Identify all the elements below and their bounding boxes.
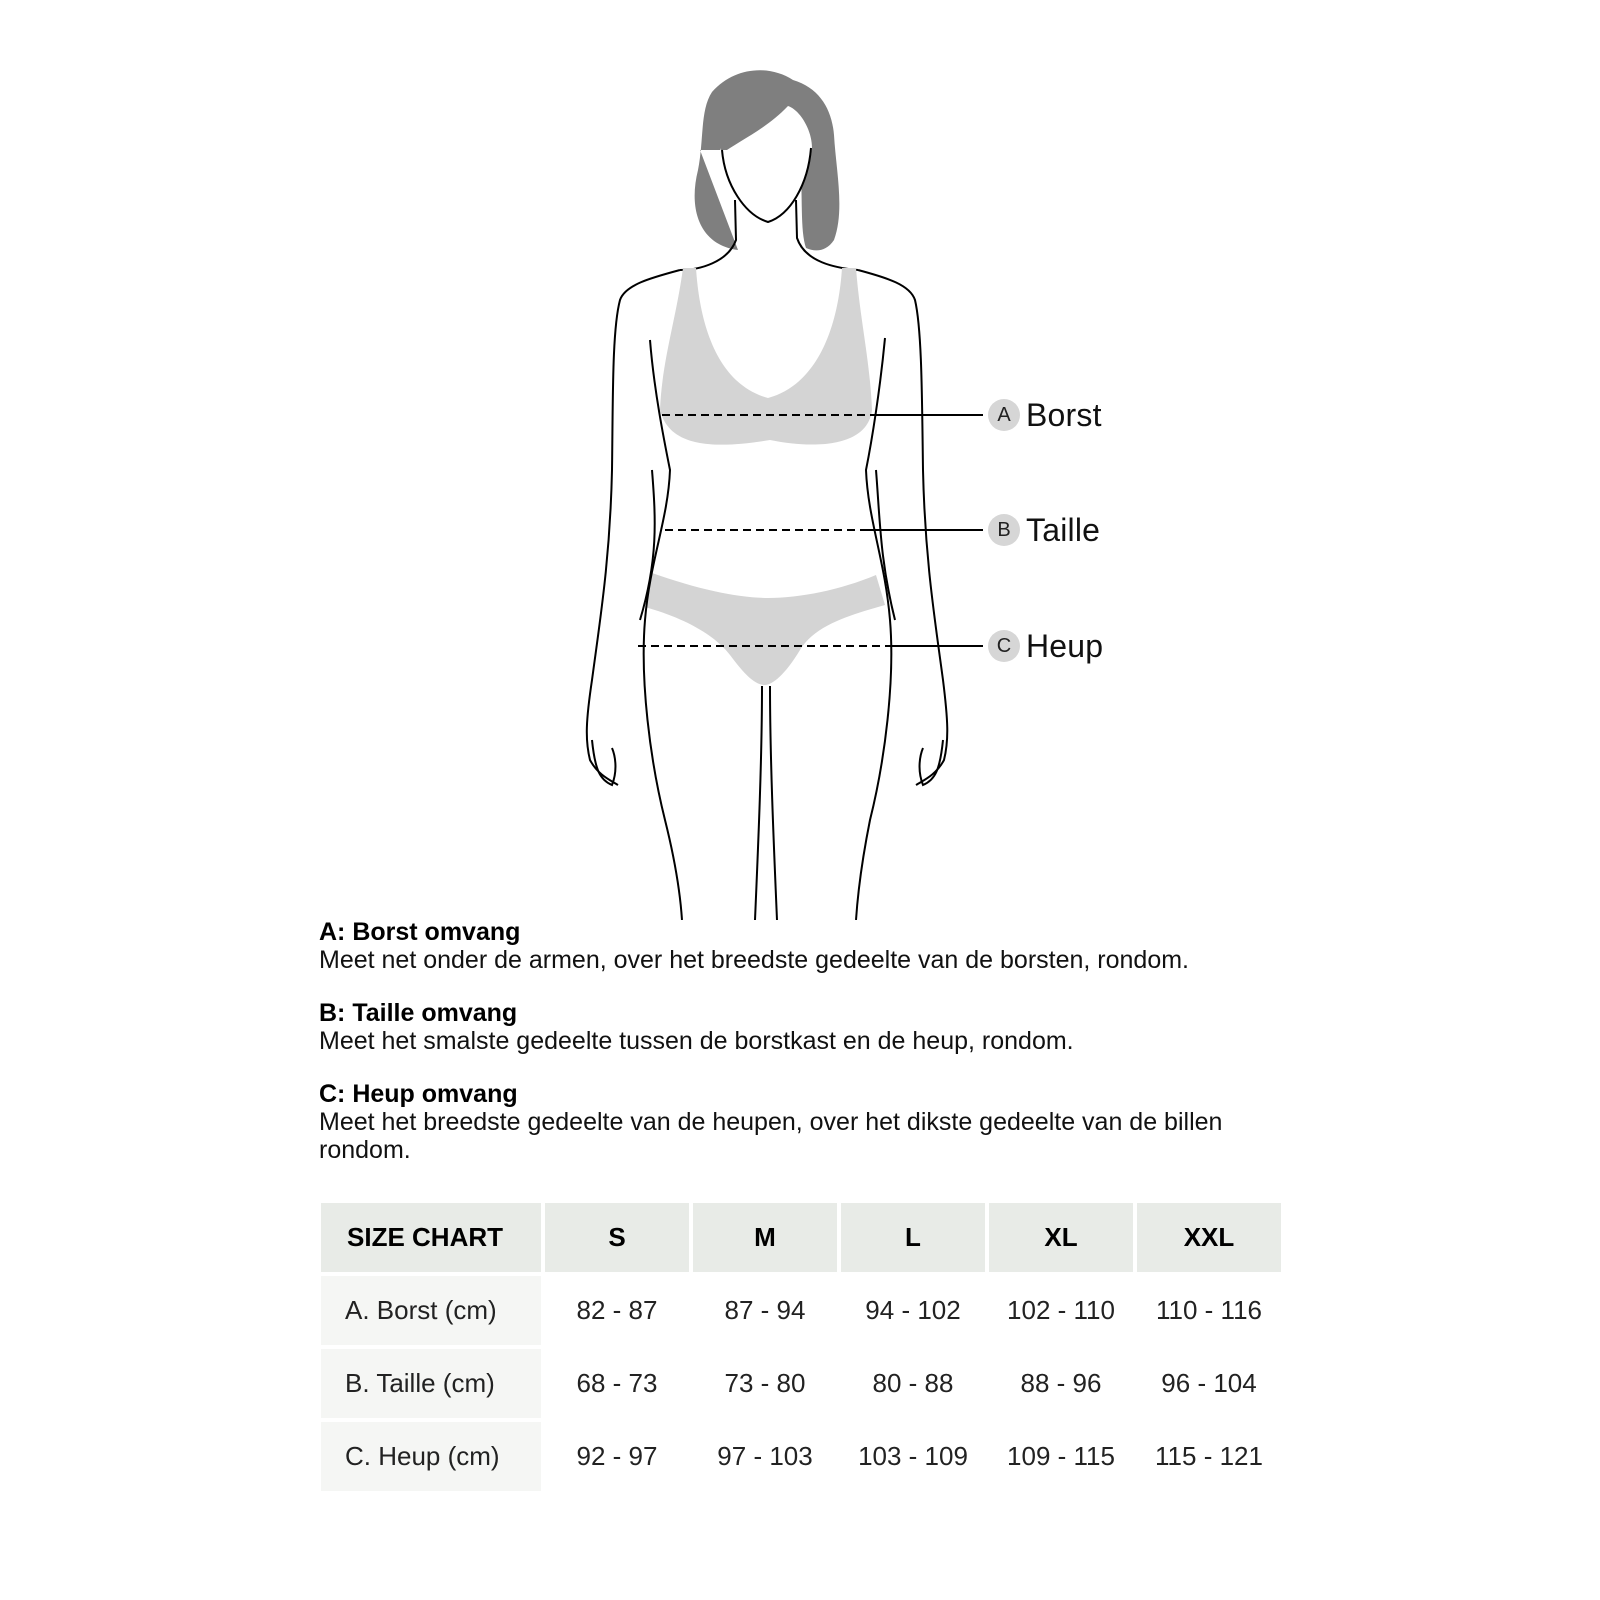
definition-text: Meet het smalste gedeelte tussen de borstkast en de heup, rondom.	[319, 1027, 1074, 1055]
callout-borst	[988, 395, 1102, 435]
callout-badge: B	[988, 514, 1020, 546]
bra-shape	[660, 268, 872, 445]
size-chart-corner-label: SIZE CHART	[321, 1203, 541, 1272]
table-cell: 73 - 80	[693, 1349, 837, 1418]
callout-label: Taille	[1026, 511, 1101, 548]
measurement-definitions	[319, 918, 1319, 1189]
callout-label: Borst	[1026, 396, 1102, 433]
table-cell: 80 - 88	[841, 1349, 985, 1418]
table-cell: 115 - 121	[1137, 1422, 1281, 1491]
row-label: A. Borst (cm)	[321, 1276, 541, 1345]
size-chart-table	[317, 1199, 1285, 1495]
size-column-header: XXL	[1137, 1203, 1281, 1272]
table-cell: 94 - 102	[841, 1276, 985, 1345]
callout-heup	[988, 626, 1103, 666]
callout-label: Heup	[1026, 627, 1104, 664]
callout-taille	[988, 510, 1100, 550]
table-cell: 92 - 97	[545, 1422, 689, 1491]
table-cell: 109 - 115	[989, 1422, 1133, 1491]
table-row	[321, 1349, 1281, 1418]
table-cell: 88 - 96	[989, 1349, 1133, 1418]
callout-badge: C	[988, 630, 1020, 662]
table-cell: 103 - 109	[841, 1422, 985, 1491]
table-row	[321, 1422, 1281, 1491]
size-chart-header-row	[321, 1203, 1281, 1272]
definition-title: A: Borst omvang	[319, 918, 521, 946]
size-column-header: XL	[989, 1203, 1133, 1272]
size-column-header: L	[841, 1203, 985, 1272]
definition-text: Meet het breedste gedeelte van de heupen, over het dikste gedeelte van de billen rondom.	[319, 1108, 1223, 1164]
definition-title: B: Taille omvang	[319, 999, 518, 1027]
size-column-header: M	[693, 1203, 837, 1272]
table-cell: 87 - 94	[693, 1276, 837, 1345]
callout-badge: A	[988, 399, 1020, 431]
row-label: B. Taille (cm)	[321, 1349, 541, 1418]
size-column-header: S	[545, 1203, 689, 1272]
table-row	[321, 1276, 1281, 1345]
table-cell: 82 - 87	[545, 1276, 689, 1345]
definition-heup	[319, 1080, 1259, 1164]
definition-taille	[319, 999, 1319, 1055]
definition-title: C: Heup omvang	[319, 1080, 518, 1108]
table-cell: 97 - 103	[693, 1422, 837, 1491]
table-cell: 68 - 73	[545, 1349, 689, 1418]
table-cell: 110 - 116	[1137, 1276, 1281, 1345]
briefs-shape	[645, 573, 885, 685]
table-cell: 102 - 110	[989, 1276, 1133, 1345]
definition-borst	[319, 918, 1319, 974]
table-cell: 96 - 104	[1137, 1349, 1281, 1418]
definition-text: Meet net onder de armen, over het breedste gedeelte van de borsten, rondom.	[319, 946, 1189, 974]
row-label: C. Heup (cm)	[321, 1422, 541, 1491]
